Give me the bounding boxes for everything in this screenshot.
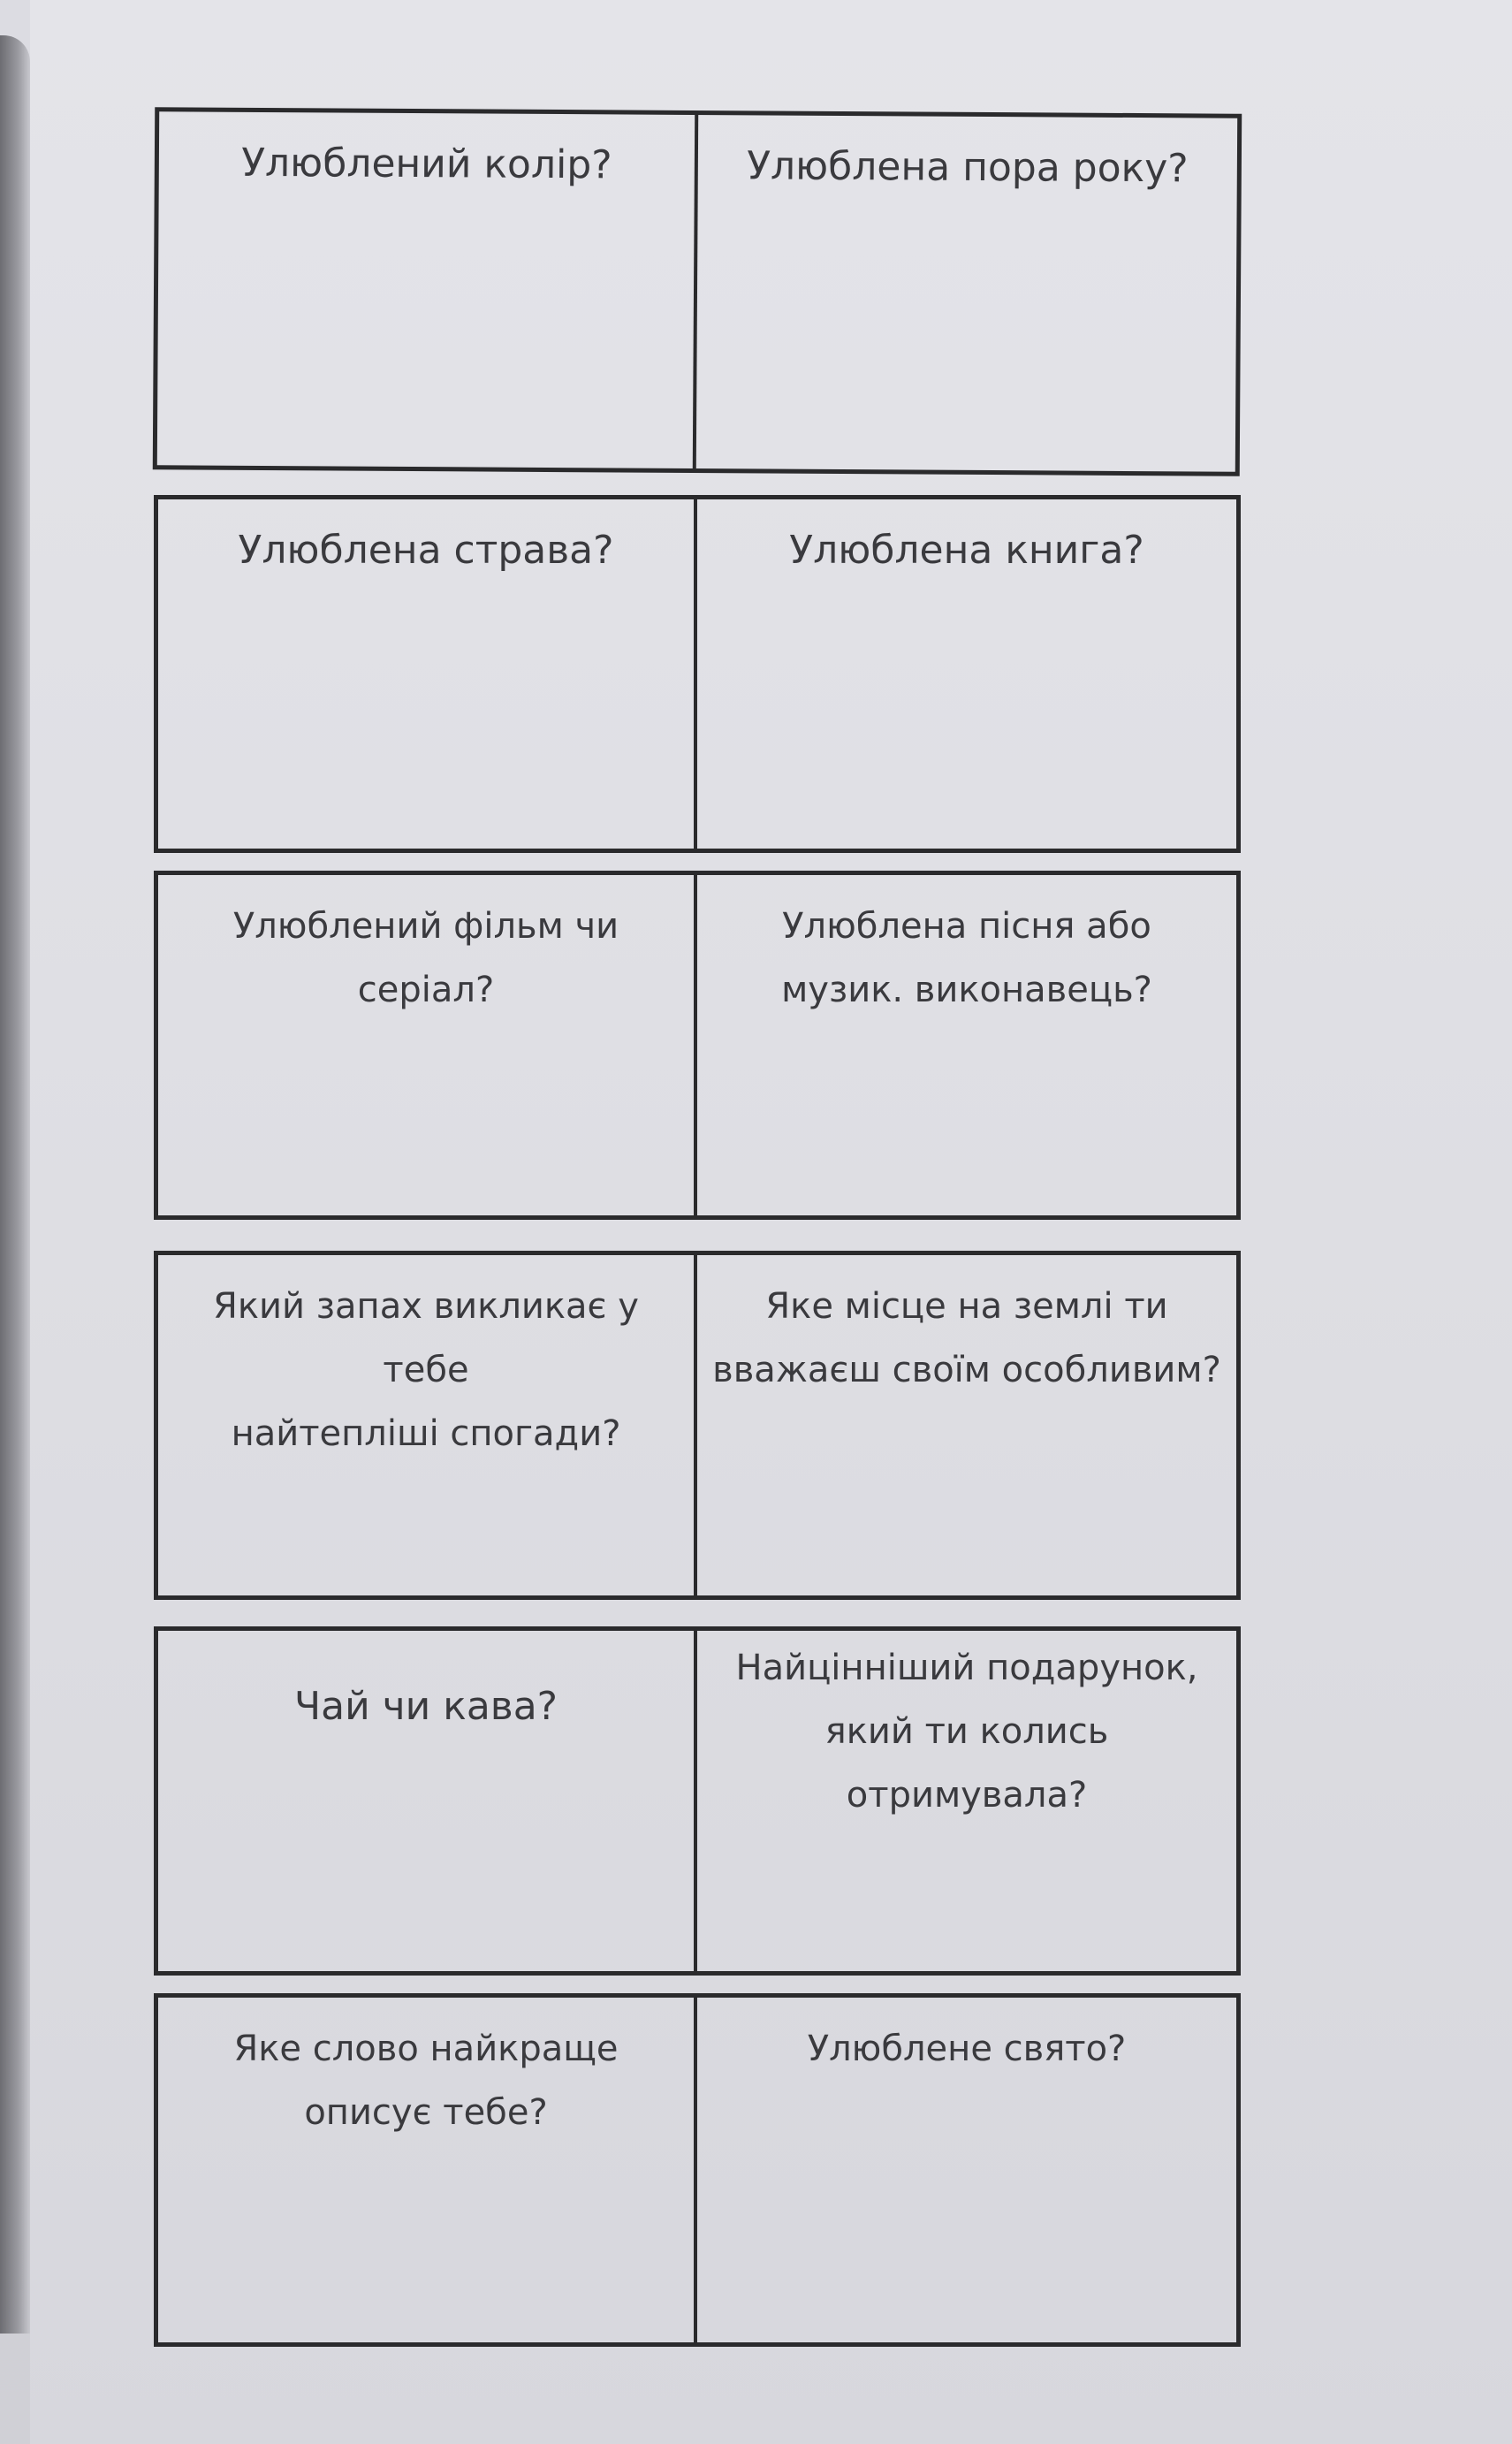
question-special-place: Яке місце на землі ти вважаєш своїм особливим? — [712, 1286, 1221, 1390]
question-tea-or-coffee: Чай чи кава? — [158, 1631, 697, 1971]
question-card-2 — [154, 495, 1241, 853]
question-card-5 — [154, 1626, 1241, 1976]
question-card-6 — [154, 1993, 1241, 2347]
question-card-4 — [154, 1251, 1241, 1600]
book-spine-edge — [0, 35, 30, 2334]
question-valuable-gift: Найцінніший подарунок, який ти колись отримувала? — [735, 1648, 1198, 1816]
question-favorite-song: Улюблена пісня або музик. виконавець? — [781, 906, 1152, 1010]
question-card-1 — [153, 107, 1242, 476]
question-word-describes-you: Яке слово найкраще описує тебе? — [158, 1998, 697, 2342]
question-card-3 — [154, 871, 1241, 1220]
question-favorite-film: Улюблений фільм чи серіал? — [158, 875, 697, 1215]
question-favorite-holiday: Улюблене свято? — [807, 2029, 1127, 2069]
worksheet-page — [30, 0, 1512, 2444]
question-favorite-color: Улюблений колір? — [157, 111, 698, 468]
question-favorite-book: Улюблена книга? — [789, 528, 1144, 573]
question-favorite-dish: Улюблена страва? — [158, 499, 697, 849]
question-favorite-season: Улюблена пора року? — [747, 143, 1189, 192]
question-warm-smell: Який запах викликає у тебе найтепліші спогади? — [158, 1255, 697, 1595]
